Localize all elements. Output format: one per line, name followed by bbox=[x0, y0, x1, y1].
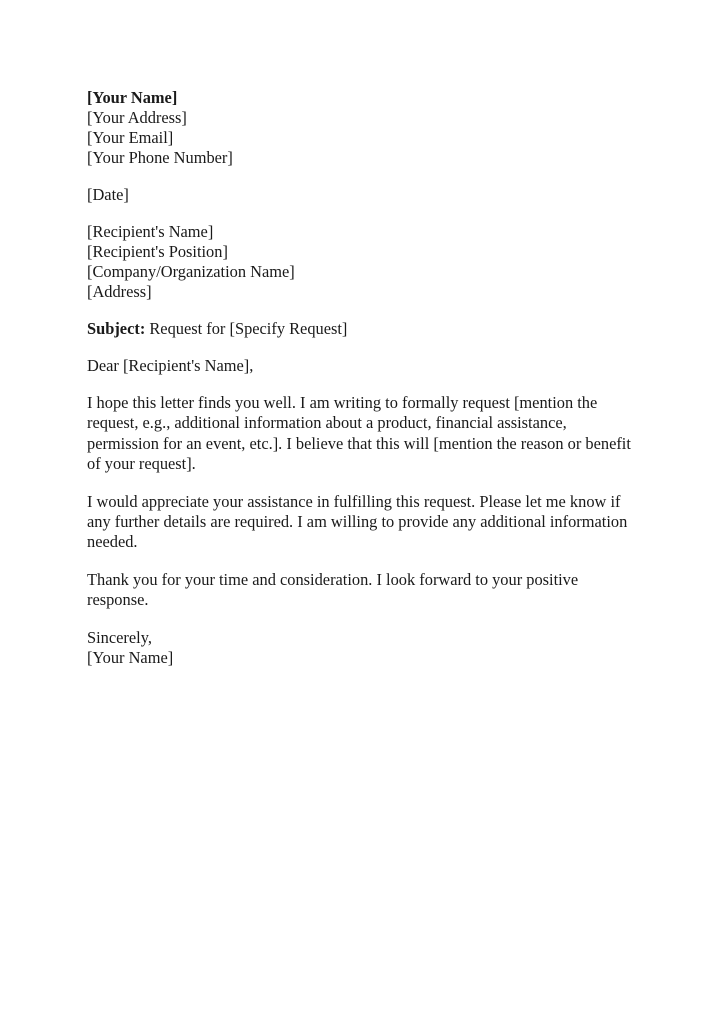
subject-value: Request for [Specify Request] bbox=[145, 319, 348, 338]
subject-line bbox=[87, 319, 632, 339]
paragraph-text: I hope this letter finds you well. I am writing to formally request [mention the request, e.g., additional information about a product, financial assistance, permission for an event, etc.]. I believe that this will [mention the reason or benefit of your request]. bbox=[87, 393, 631, 474]
body-paragraph-1 bbox=[87, 393, 632, 475]
date-field: [Date] bbox=[87, 185, 129, 204]
body-paragraph-2 bbox=[87, 492, 632, 553]
signature-name: [Your Name] bbox=[87, 647, 174, 667]
closing-salutation: Sincerely, bbox=[87, 627, 152, 647]
sender-name: [Your Name] bbox=[87, 88, 178, 107]
salutation-block bbox=[87, 356, 632, 376]
sender-address: [Your Address] bbox=[87, 108, 187, 127]
salutation: Dear [Recipient's Name], bbox=[87, 356, 254, 375]
body-paragraph-3 bbox=[87, 570, 632, 611]
date-block bbox=[87, 185, 632, 205]
subject-block bbox=[87, 319, 632, 339]
recipient-address: [Address] bbox=[87, 282, 152, 301]
sender-address-block bbox=[87, 88, 632, 168]
recipient-name: [Recipient's Name] bbox=[87, 222, 214, 241]
recipient-address-block bbox=[87, 222, 632, 302]
paragraph-text: Thank you for your time and consideration. I look forward to your positive response. bbox=[87, 569, 579, 610]
sender-email: [Your Email] bbox=[87, 128, 174, 147]
paragraph-text: I would appreciate your assistance in fulfilling this request. Please let me know if any further details are required. I am willing to provide any additional information needed. bbox=[87, 491, 628, 552]
sender-phone: [Your Phone Number] bbox=[87, 148, 233, 167]
recipient-position: [Recipient's Position] bbox=[87, 242, 228, 261]
letter-body bbox=[87, 88, 632, 668]
closing-block bbox=[87, 628, 632, 668]
subject-label: Subject: bbox=[87, 319, 146, 338]
recipient-company: [Company/Organization Name] bbox=[87, 262, 295, 281]
